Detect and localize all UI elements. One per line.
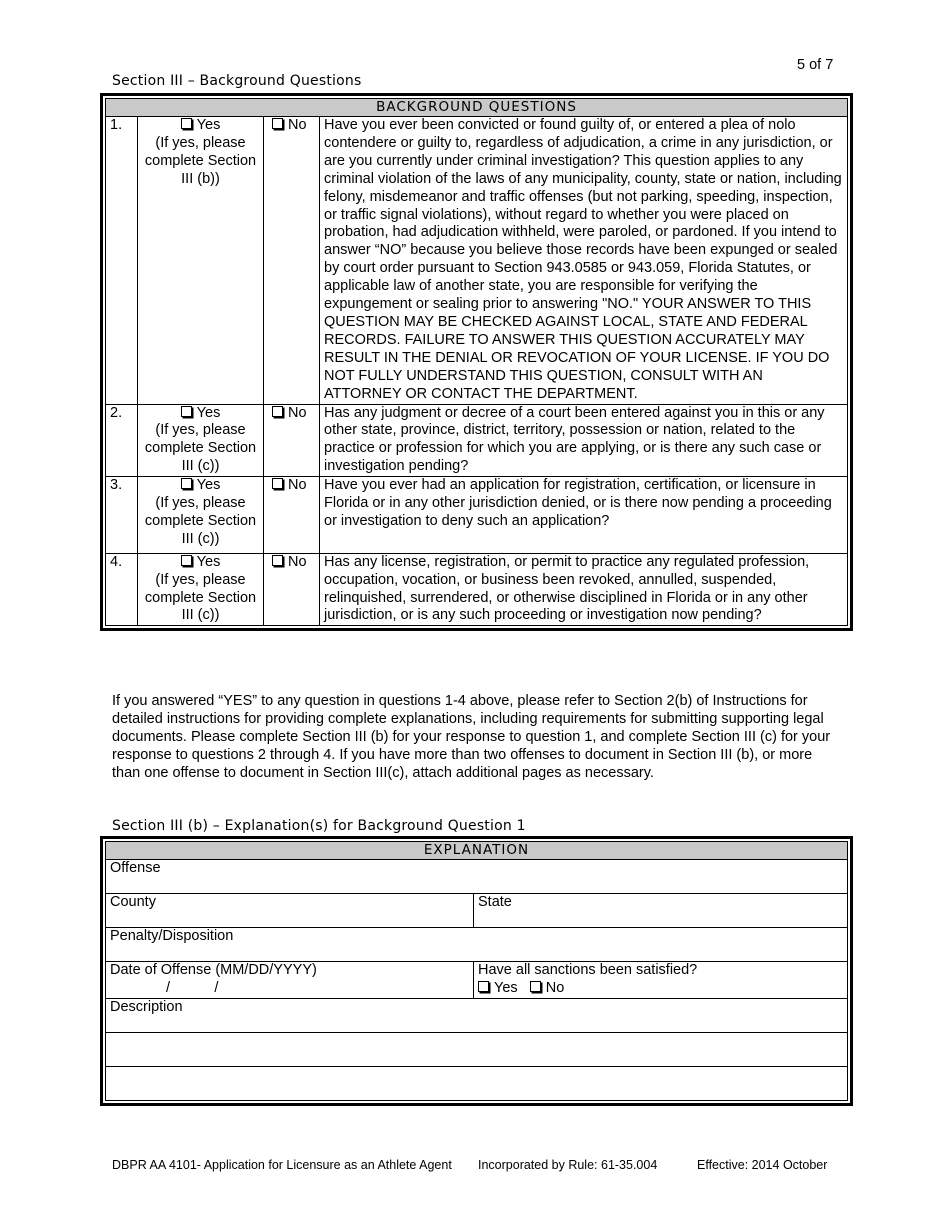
explanation-table [100,836,853,1106]
penalty-label: Penalty/Disposition [110,928,234,944]
page-number: 5 of 7 [797,57,834,73]
section-title: Section III – Background Questions [112,73,362,89]
question-text: Has any license, registration, or permit to practice any regulated profession, occupation, vocation, or business been revoked, annulled, suspended, relinquished, surrendered, or otherwise disciplined in Florida or in any other jurisdiction, or is any such proceeding or investigation now pending? [320,553,848,626]
date-label: Date of Offense (MM/DD/YYYY) [110,962,317,978]
description-field[interactable] [106,998,848,1032]
no-checkbox-q3[interactable] [272,478,283,489]
yes-note: (If yes, please complete Section III (b)) [144,134,257,187]
section-title: Section III (b) – Explanation(s) for Background Question 1 [112,818,526,834]
question-row-2 [106,404,848,477]
yes-checkbox-q3[interactable] [181,478,192,489]
state-label: State [478,894,512,910]
yes-checkbox-q2[interactable] [181,406,192,417]
description-line[interactable] [106,1032,848,1066]
sanctions-no-checkbox[interactable] [530,981,541,992]
sanctions-no-label: No [545,979,565,996]
offense-label: Offense [110,860,161,876]
no-label: No [288,553,307,570]
no-checkbox-q1[interactable] [272,118,283,129]
footer-form: DBPR AA 4101- Application for Licensure as an Athlete Agent [112,1158,452,1172]
question-number: 2. [106,404,138,477]
description-label: Description [110,998,183,1015]
yes-label: Yes [196,404,221,421]
question-row-4 [106,553,848,626]
yes-checkbox-q1[interactable] [181,118,192,129]
instructions-paragraph: If you answered “YES” to any question in questions 1-4 above, please refer to Section 2(b) of Instructions for detailed instructions for providing complete explanations, including requirements for submitting supporting legal documents. Please complete Section III (b) for your response to question 1, and complete Section III (c) for your response to questions 2 through 4. If you have more than two offenses to document in Section III (b), or more than one offense to document in Section III(c), attach additional pages as necessary. [112,693,831,781]
no-checkbox-q4[interactable] [272,555,283,566]
yes-checkbox-q4[interactable] [181,555,192,566]
offense-field[interactable] [106,860,848,894]
table-header: EXPLANATION [106,842,848,860]
description-line[interactable] [106,1066,848,1100]
question-number: 1. [106,117,138,405]
question-row-3 [106,477,848,554]
yes-note: (If yes, please complete Section III (c)) [144,495,257,547]
yes-note: (If yes, please complete Section III (c)) [144,571,257,624]
no-checkbox-q2[interactable] [272,406,283,417]
question-number: 3. [106,477,138,554]
footer-rule: Incorporated by Rule: 61-35.004 [478,1158,658,1172]
county-field[interactable] [106,894,474,928]
state-field[interactable] [474,894,848,928]
table-header: BACKGROUND QUESTIONS [106,99,848,117]
footer [112,1158,828,1214]
yes-note: (If yes, please complete Section III (c)) [144,422,257,475]
sanctions-yes-label: Yes [494,979,518,996]
footer-effective: Effective: 2014 October [697,1158,828,1172]
background-questions-table [100,93,853,631]
no-label: No [288,477,307,494]
question-row-1 [106,117,848,405]
yes-label: Yes [196,477,221,494]
date-of-offense-field[interactable] [106,962,474,999]
sanctions-yes-checkbox[interactable] [478,981,489,992]
no-label: No [288,117,307,133]
sanctions-label: Have all sanctions been satisfied? [478,962,698,978]
date-separators: / / [166,979,219,996]
question-number: 4. [106,553,138,626]
penalty-field[interactable] [106,928,848,962]
question-text: Has any judgment or decree of a court been entered against you in this or any other state, province, district, territory, possession or nation, related to the practice or profession for which you are applying, or is there any such case or investigation pending? [320,404,848,477]
no-label: No [288,404,307,421]
question-text: Have you ever been convicted or found guilty of, or entered a plea of nolo contendere or guilty to, regardless of adjudication, a crime in any jurisdiction, or are you currently under criminal investigation? This question applies to any criminal violation of the laws of any municipality, county, state or nation, including felony, misdemeanor and traffic offenses (but not parking, speeding, inspection, or traffic signal violations), without regard to whether you were placed on probation, had adjudication withheld, were paroled, or pardoned. If you intend to answer “NO” because you believe those records have been expunged or sealed by court order pursuant to Section 943.0585 or 943.059, Florida Statutes, or applicable law of another state, you are responsible for verifying the expungement or sealing prior to answering "NO." YOUR ANSWER TO THIS QUESTION MAY BE CHECKED AGAINST LOCAL, STATE AND FEDERAL RECORDS. FAILURE TO ANSWER THIS QUESTION ACCURATELY MAY RESULT IN THE DENIAL OR REVOCATION OF YOUR LICENSE. IF YOU DO NOT FULLY UNDERSTAND THIS QUESTION, CONSULT WITH AN ATTORNEY OR CONTACT THE DEPARTMENT. [320,117,848,405]
county-label: County [110,894,156,910]
yes-label: Yes [196,117,221,133]
yes-label: Yes [196,553,221,570]
question-text: Have you ever had an application for registration, certification, or licensure in Florida or in any other jurisdiction denied, or is there now pending a proceeding or investigation to deny such an application? [320,477,848,554]
